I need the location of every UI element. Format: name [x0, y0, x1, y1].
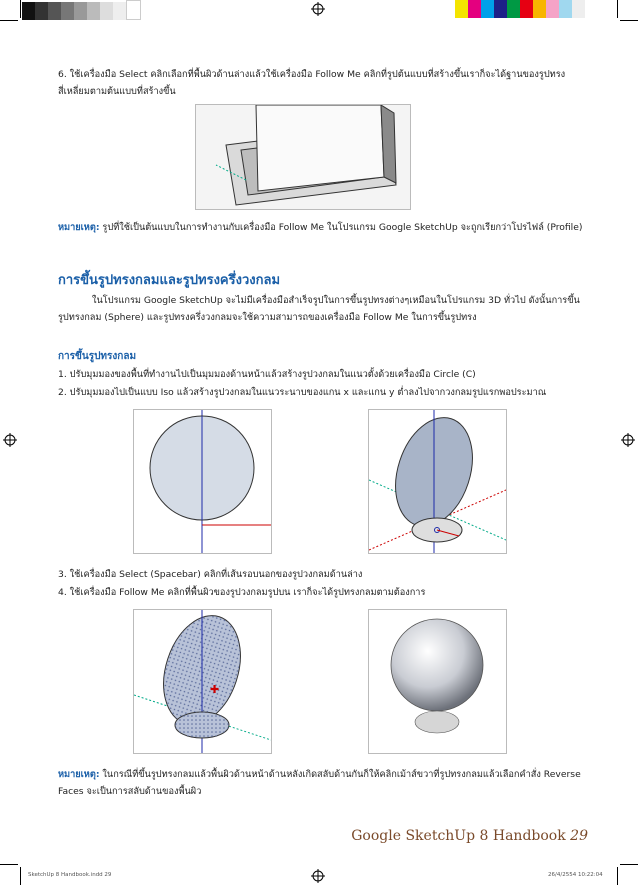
registration-mark-icon: [311, 869, 325, 883]
page-footer: [351, 828, 588, 844]
crop-mark: [0, 864, 18, 865]
step-6-text: 6. ใช้เครื่องมือ Select คลิกเลือกที่พื้นผิวด้านล่างแล้วใช้เครื่องมือ Follow Me คลิกที่รูปต้นแบบที่สร้างขึ้นเราก็จะได้ฐานของรูปทรงสี่เหลี่ยมตามต้นแบบที่สร้างขึ้น: [58, 69, 566, 97]
grayscale-bar: [22, 0, 141, 18]
note-1-label: หมายเหตุ:: [58, 222, 100, 233]
crop-mark: [617, 867, 618, 885]
section-intro: ในโปรแกรม Google SketchUp จะไม่มีเครื่องมือสำเร็จรูปในการขึ้นรูปทรงต่างๆเหมือนในโปรแกรม 3D ทั่วไป ดังนั้นการขึ้นรูปทรงกลม (Sphere) และรูปทรงครึ่งวงกลมจะใช้ความสามารถของเครื่องมือ Follow Me ในการขึ้นรูปทรง: [58, 295, 580, 323]
crop-mark: [617, 0, 618, 18]
registration-mark-icon: [621, 433, 635, 447]
figure-vertical-circle: [133, 409, 272, 554]
figure-two-circles-iso: [368, 409, 507, 554]
note-1-text: รูปที่ใช้เป็นต้นแบบในการทำงานกับเครื่องมือ Follow Me ในโปรแกรม Google SketchUp จะถูกเรียกว่าโปรไฟล์ (Profile): [102, 222, 583, 233]
step-3-text: 3. ใช้เครื่องมือ Select (Spacebar) คลิกที่เส้นรอบนอกของรูปวงกลมด้านล่าง: [58, 569, 363, 580]
crop-mark: [20, 867, 21, 885]
page-number: 29: [570, 828, 588, 844]
figure-follow-me-select: [133, 609, 272, 754]
figure-sphere-result: [368, 609, 507, 754]
crop-mark: [20, 0, 21, 18]
section-title: การขึ้นรูปทรงกลมและรูปทรงครึ่งวงกลม: [58, 273, 281, 288]
crop-mark: [620, 20, 638, 21]
step-1-text: 1. ปรับมุมมองของพื้นที่ทำงานไปเป็นมุมมองด้านหน้าแล้วสร้างรูปวงกลมในแนวตั้งด้วยเครื่องมือ Circle (C): [58, 369, 476, 380]
registration-mark-icon: [3, 433, 17, 447]
subsection-title: การขึ้นรูปทรงกลม: [58, 351, 137, 362]
crop-mark: [620, 864, 638, 865]
slug-date: 26/4/2554 10:22:04: [548, 872, 603, 878]
note-2-text: ในกรณีที่ขึ้นรูปทรงกลมแล้วพื้นผิวด้านหน้าด้านหลังเกิดสลับด้านกันก็ให้คลิกเม้าส์ขวาที่รูปทรงกลมแล้วเลือกคำสั่ง Reverse Faces จะเป็นการสลับด้านของพื้นผิว: [58, 769, 581, 797]
figure-follow-me-base: [195, 104, 411, 210]
step-2-text: 2. ปรับมุมมองไปเป็นแบบ Iso แล้วสร้างรูปวงกลมในแนวระนาบของแกน x และแกน y ต่ำลงไปจากวงกลมรูปแรกพอประมาณ: [58, 387, 547, 398]
registration-mark-icon: [311, 2, 325, 16]
note-2-label: หมายเหตุ:: [58, 769, 100, 780]
color-bar: [455, 0, 585, 18]
note-2: [58, 766, 588, 800]
crop-mark: [0, 20, 18, 21]
footer-book-title: Google SketchUp 8 Handbook: [351, 828, 566, 844]
svg-text:✚: ✚: [210, 683, 220, 696]
step-4-text: 4. ใช้เครื่องมือ Follow Me คลิกที่พื้นผิวของรูปวงกลมรูปบน เราก็จะได้รูปทรงกลมตามต้องการ: [58, 587, 426, 598]
slug-file: SketchUp 8 Handbook.indd 29: [28, 872, 112, 878]
note-1: [58, 219, 588, 236]
